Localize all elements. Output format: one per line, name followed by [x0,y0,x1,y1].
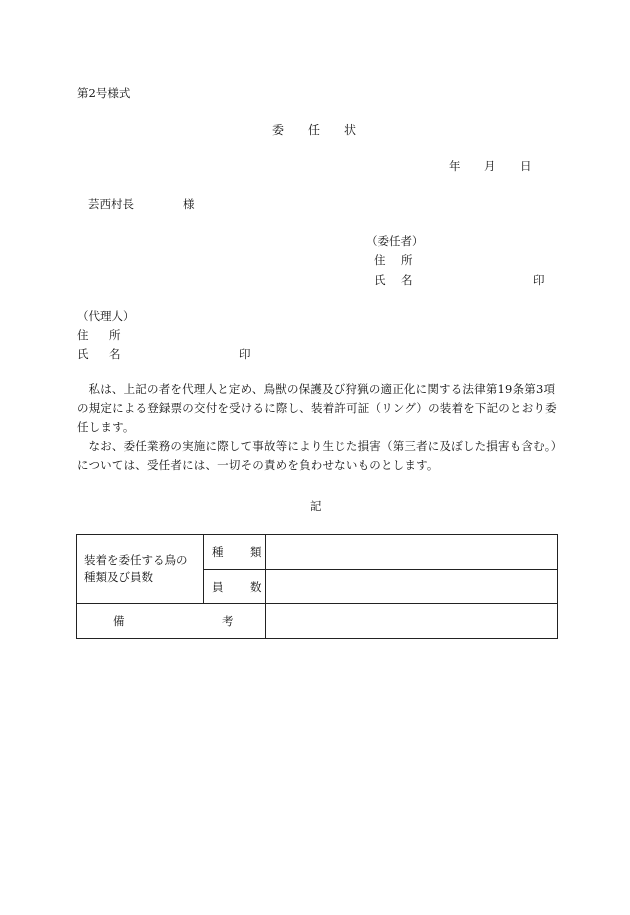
table-row [77,604,558,639]
body-paragraph: 私は、上記の者を代理人と定め、鳥獣の保護及び狩猟の適正化に関する法律第19条第3項の規定による登録票の交付を受けるに際し、装着許可証（リング）の装着を下記のとおり委任します。 [77,382,557,434]
delegator-seal: 印 [533,273,545,287]
agent-heading: （代理人） [77,309,135,323]
ki-heading: 記 [310,499,322,513]
date-day: 日 [520,159,532,173]
table-label-line: 種類及び員数 [84,570,153,584]
remarks-label: 考 [222,614,234,628]
delegator-address-label: 住 [374,253,386,267]
body-text [77,380,559,475]
kind-label-cell [204,535,266,570]
body-paragraph: なお、委任業務の実施に際して事故等により生じた損害（第三者に及ぼした損害も含む。）については、受任者には、一切その責めを負わせないものとします。 [77,439,557,472]
table-row [77,535,558,570]
remarks-value-cell[interactable] [266,604,558,639]
delegator-heading: （委任者） [366,234,424,248]
title-char: 委 [272,123,285,137]
date-year: 年 [449,159,461,173]
agent-seal: 印 [239,347,251,361]
count-label: 数 [250,579,262,594]
count-value-cell[interactable] [266,570,558,604]
count-label: 員 [212,579,224,594]
kind-label: 種 [212,545,224,559]
date-month: 月 [484,159,496,173]
addressee-honorific: 様 [183,197,195,211]
kind-label: 類 [250,545,262,559]
delegator-name-label: 氏 [374,273,386,287]
agent-address-label: 所 [109,328,121,342]
remarks-label-cell [77,604,266,639]
agent-name-label: 名 [109,347,121,361]
agent-name-label: 氏 [77,347,89,361]
title-char: 任 [308,123,321,137]
title-char: 状 [344,123,357,137]
delegator-address-label: 所 [401,253,413,267]
kind-value-cell[interactable] [266,535,558,570]
count-label-cell [204,570,266,604]
addressee-name: 芸西村長 [88,197,134,211]
table-label-line: 装着を委任する鳥の [84,553,188,567]
form-number: 第2号様式 [77,86,131,100]
bird-kind-count-label [77,535,204,604]
agent-address-label: 住 [77,328,89,342]
delegation-table [76,534,558,639]
remarks-label: 備 [113,614,125,628]
delegator-name-label: 名 [401,273,413,287]
